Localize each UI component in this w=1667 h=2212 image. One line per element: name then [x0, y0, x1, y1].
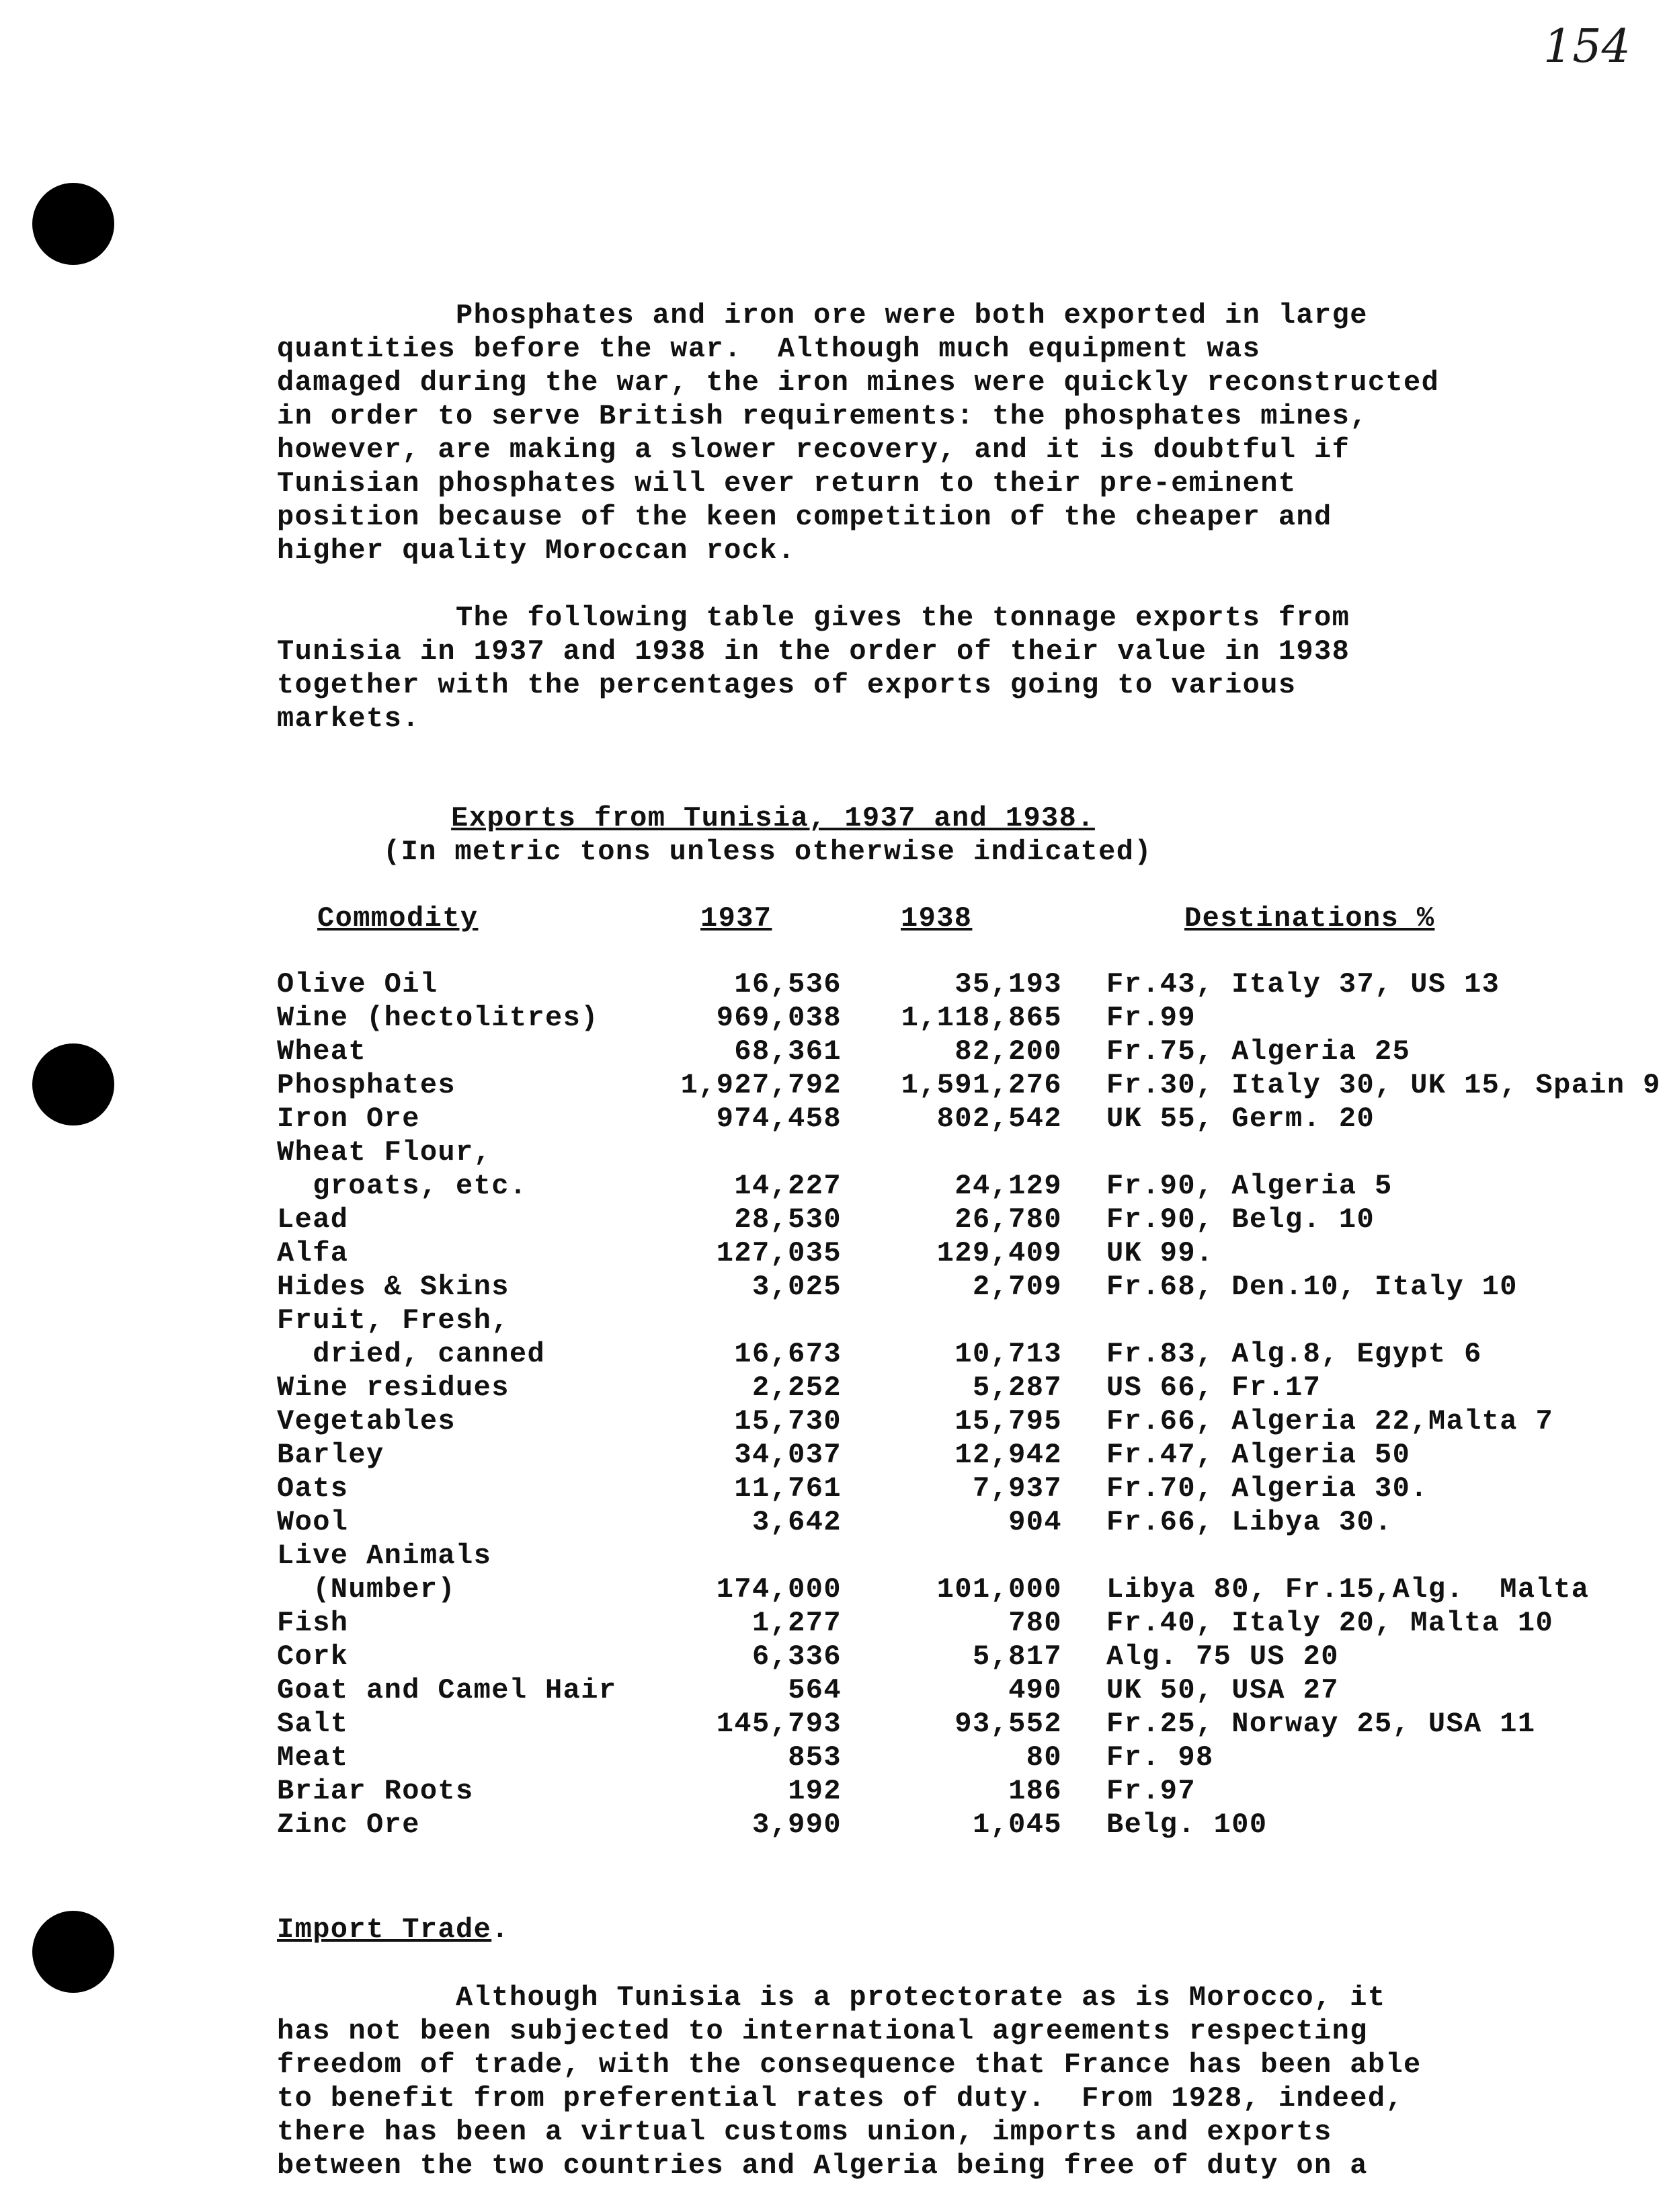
value-1938-cell: 802,542	[936, 1103, 1062, 1135]
value-1937-cell: 127,035	[716, 1237, 842, 1269]
commodity-cell: Wine residues	[277, 1372, 510, 1404]
commodity-cell: Briar Roots	[277, 1775, 474, 1807]
value-1937-cell: 28,530	[734, 1203, 842, 1236]
table-row	[0, 1540, 1667, 1573]
destinations-cell: Fr.68, Den.10, Italy 10	[1106, 1271, 1518, 1303]
value-1937-cell: 16,673	[734, 1338, 842, 1370]
value-1938-cell: 780	[1008, 1607, 1062, 1639]
value-1938-cell: 7,937	[972, 1472, 1062, 1505]
value-1938-cell: 5,287	[972, 1372, 1062, 1404]
punch-hole	[32, 1911, 114, 1993]
destinations-cell: Fr.75, Algeria 25	[1106, 1035, 1411, 1068]
destinations-cell: Fr.83, Alg.8, Egypt 6	[1106, 1338, 1482, 1370]
destinations-cell: Fr.40, Italy 20, Malta 10	[1106, 1607, 1554, 1639]
value-1937-cell: 11,761	[734, 1472, 842, 1505]
destinations-cell: US 66, Fr.17	[1106, 1372, 1322, 1404]
table-row	[0, 1271, 1667, 1304]
paragraph-import-trade: Although Tunisia is a protectorate as is Morocco, it has not been subjected to international agreements respecting freedom of trade, with the consequence that France has been able to benefit from preferential rates of duty. From 1928, indeed, there has been a virtual customs union, imports and exports between the two countries and Algeria being free of duty on a	[277, 1981, 1422, 2182]
value-1937-cell: 3,025	[751, 1271, 842, 1303]
value-1938-cell: 93,552	[954, 1708, 1062, 1740]
value-1937-cell: 564	[788, 1674, 842, 1706]
destinations-cell: Fr.99	[1106, 1002, 1196, 1034]
commodity-cell: groats, etc.	[277, 1170, 528, 1202]
commodity-cell: Lead	[277, 1203, 349, 1236]
destinations-cell: Fr.25, Norway 25, USA 11	[1106, 1708, 1536, 1740]
value-1937-cell: 3,642	[751, 1506, 842, 1538]
commodity-cell: Alfa	[277, 1237, 349, 1269]
table-title: Exports from Tunisia, 1937 and 1938.	[451, 802, 1095, 834]
destinations-cell: Fr.97	[1106, 1775, 1196, 1807]
destinations-cell: UK 99.	[1106, 1237, 1214, 1269]
value-1938-cell: 904	[1008, 1506, 1062, 1538]
destinations-cell: Fr.70, Algeria 30.	[1106, 1472, 1428, 1505]
punch-hole	[32, 183, 114, 265]
value-1938-cell: 490	[1008, 1674, 1062, 1706]
value-1938-cell: 26,780	[954, 1203, 1062, 1236]
table-row	[0, 968, 1667, 1002]
import-trade-heading-text: Import Trade	[277, 1913, 492, 1946]
table-row	[0, 1372, 1667, 1405]
value-1938-cell: 15,795	[954, 1405, 1062, 1437]
value-1938-cell: 101,000	[936, 1573, 1062, 1606]
destinations-cell: Fr.66, Libya 30.	[1106, 1506, 1393, 1538]
paragraph-phosphates: Phosphates and iron ore were both exported in large quantities before the war. Although much equipment was damaged during the war, the iron mines were quickly reconstructed in order to serve British requirements: the phosphates mines, however, are making a slower recovery, and it is doubtful if Tunisian phosphates will ever return to their pre-eminent position because of the keen competition of the cheaper and higher quality Moroccan rock.	[277, 299, 1440, 567]
table-row	[0, 1708, 1667, 1741]
table-title-block	[0, 801, 1667, 869]
table-subtitle: (In metric tons unless otherwise indicated)	[383, 836, 1152, 868]
value-1938-cell: 10,713	[954, 1338, 1062, 1370]
header-destinations: Destinations %	[1184, 902, 1435, 935]
value-1938-cell: 35,193	[954, 968, 1062, 1000]
table-row	[0, 1775, 1667, 1809]
value-1938-cell: 5,817	[972, 1641, 1062, 1673]
value-1937-cell: 1,927,792	[680, 1069, 842, 1101]
commodity-cell: Wheat	[277, 1035, 367, 1068]
value-1938-cell: 12,942	[954, 1439, 1062, 1471]
table-row	[0, 1607, 1667, 1641]
value-1938-cell: 80	[1026, 1741, 1062, 1774]
commodity-cell: Olive Oil	[277, 968, 438, 1000]
table-row	[0, 1674, 1667, 1708]
value-1938-cell: 82,200	[954, 1035, 1062, 1068]
header-commodity: Commodity	[317, 902, 479, 935]
table-row	[0, 1472, 1667, 1506]
destinations-cell: Fr.30, Italy 30, UK 15, Spain 9	[1106, 1069, 1661, 1101]
destinations-cell: UK 55, Germ. 20	[1106, 1103, 1375, 1135]
value-1938-cell: 24,129	[954, 1170, 1062, 1202]
import-trade-heading: Import Trade.	[277, 1913, 510, 1946]
value-1938-cell: 129,409	[936, 1237, 1062, 1269]
table-row	[0, 1506, 1667, 1540]
value-1938-cell: 1,591,276	[901, 1069, 1062, 1101]
commodity-cell: (Number)	[277, 1573, 456, 1606]
destinations-cell: Alg. 75 US 20	[1106, 1641, 1339, 1673]
value-1937-cell: 174,000	[716, 1573, 842, 1606]
destinations-cell: Fr.66, Algeria 22,Malta 7	[1106, 1405, 1554, 1437]
destinations-cell: Fr.90, Algeria 5	[1106, 1170, 1393, 1202]
destinations-cell: UK 50, USA 27	[1106, 1674, 1339, 1706]
table-row	[0, 1809, 1667, 1842]
table-row	[0, 1035, 1667, 1069]
value-1937-cell: 853	[788, 1741, 842, 1774]
value-1937-cell: 16,536	[734, 968, 842, 1000]
table-row	[0, 1237, 1667, 1271]
value-1937-cell: 974,458	[716, 1103, 842, 1135]
value-1937-cell: 192	[788, 1775, 842, 1807]
commodity-cell: Iron Ore	[277, 1103, 420, 1135]
table-row	[0, 1103, 1667, 1136]
value-1937-cell: 14,227	[734, 1170, 842, 1202]
table-row	[0, 1170, 1667, 1203]
commodity-cell: Phosphates	[277, 1069, 456, 1101]
table-row	[0, 1641, 1667, 1674]
value-1938-cell: 186	[1008, 1775, 1062, 1807]
destinations-cell: Libya 80, Fr.15,Alg. Malta	[1106, 1573, 1590, 1606]
table-row	[0, 1203, 1667, 1237]
header-1937: 1937	[700, 902, 772, 935]
commodity-cell: Goat and Camel Hair	[277, 1674, 617, 1706]
commodity-cell: dried, canned	[277, 1338, 546, 1370]
destinations-cell: Fr.47, Algeria 50	[1106, 1439, 1411, 1471]
table-row	[0, 1002, 1667, 1035]
commodity-cell: Fish	[277, 1607, 349, 1639]
destinations-cell: Fr.43, Italy 37, US 13	[1106, 968, 1500, 1000]
table-row	[0, 1573, 1667, 1607]
header-1938: 1938	[901, 902, 973, 935]
paragraph-table-intro: The following table gives the tonnage exports from Tunisia in 1937 and 1938 in the order of their value in 1938 together with the percentages of exports going to various markets.	[277, 602, 1350, 735]
commodity-cell: Zinc Ore	[277, 1809, 420, 1841]
destinations-cell: Fr. 98	[1106, 1741, 1214, 1774]
commodity-cell: Fruit, Fresh,	[277, 1304, 510, 1337]
commodity-cell: Live Animals	[277, 1540, 492, 1572]
destinations-cell: Belg. 100	[1106, 1809, 1268, 1841]
commodity-cell: Salt	[277, 1708, 349, 1740]
commodity-cell: Barley	[277, 1439, 384, 1471]
table-row	[0, 1304, 1667, 1338]
table-row	[0, 1069, 1667, 1103]
value-1937-cell: 68,361	[734, 1035, 842, 1068]
commodity-cell: Vegetables	[277, 1405, 456, 1437]
value-1937-cell: 3,990	[751, 1809, 842, 1841]
commodity-cell: Meat	[277, 1741, 349, 1774]
commodity-cell: Hides & Skins	[277, 1271, 510, 1303]
value-1937-cell: 969,038	[716, 1002, 842, 1034]
value-1938-cell: 1,118,865	[901, 1002, 1062, 1034]
value-1938-cell: 1,045	[972, 1809, 1062, 1841]
table-header	[0, 902, 1667, 943]
value-1937-cell: 1,277	[751, 1607, 842, 1639]
table-body	[0, 968, 1667, 1842]
table-row	[0, 1136, 1667, 1170]
value-1937-cell: 2,252	[751, 1372, 842, 1404]
table-row	[0, 1338, 1667, 1372]
table-row	[0, 1439, 1667, 1472]
page-number: 154	[1543, 20, 1631, 73]
commodity-cell: Wine (hectolitres)	[277, 1002, 599, 1034]
commodity-cell: Wool	[277, 1506, 349, 1538]
value-1937-cell: 6,336	[751, 1641, 842, 1673]
value-1937-cell: 15,730	[734, 1405, 842, 1437]
value-1937-cell: 34,037	[734, 1439, 842, 1471]
commodity-cell: Oats	[277, 1472, 349, 1505]
commodity-cell: Wheat Flour,	[277, 1136, 492, 1169]
table-row	[0, 1741, 1667, 1775]
table-row	[0, 1405, 1667, 1439]
commodity-cell: Cork	[277, 1641, 349, 1673]
value-1937-cell: 145,793	[716, 1708, 842, 1740]
destinations-cell: Fr.90, Belg. 10	[1106, 1203, 1375, 1236]
value-1938-cell: 2,709	[972, 1271, 1062, 1303]
